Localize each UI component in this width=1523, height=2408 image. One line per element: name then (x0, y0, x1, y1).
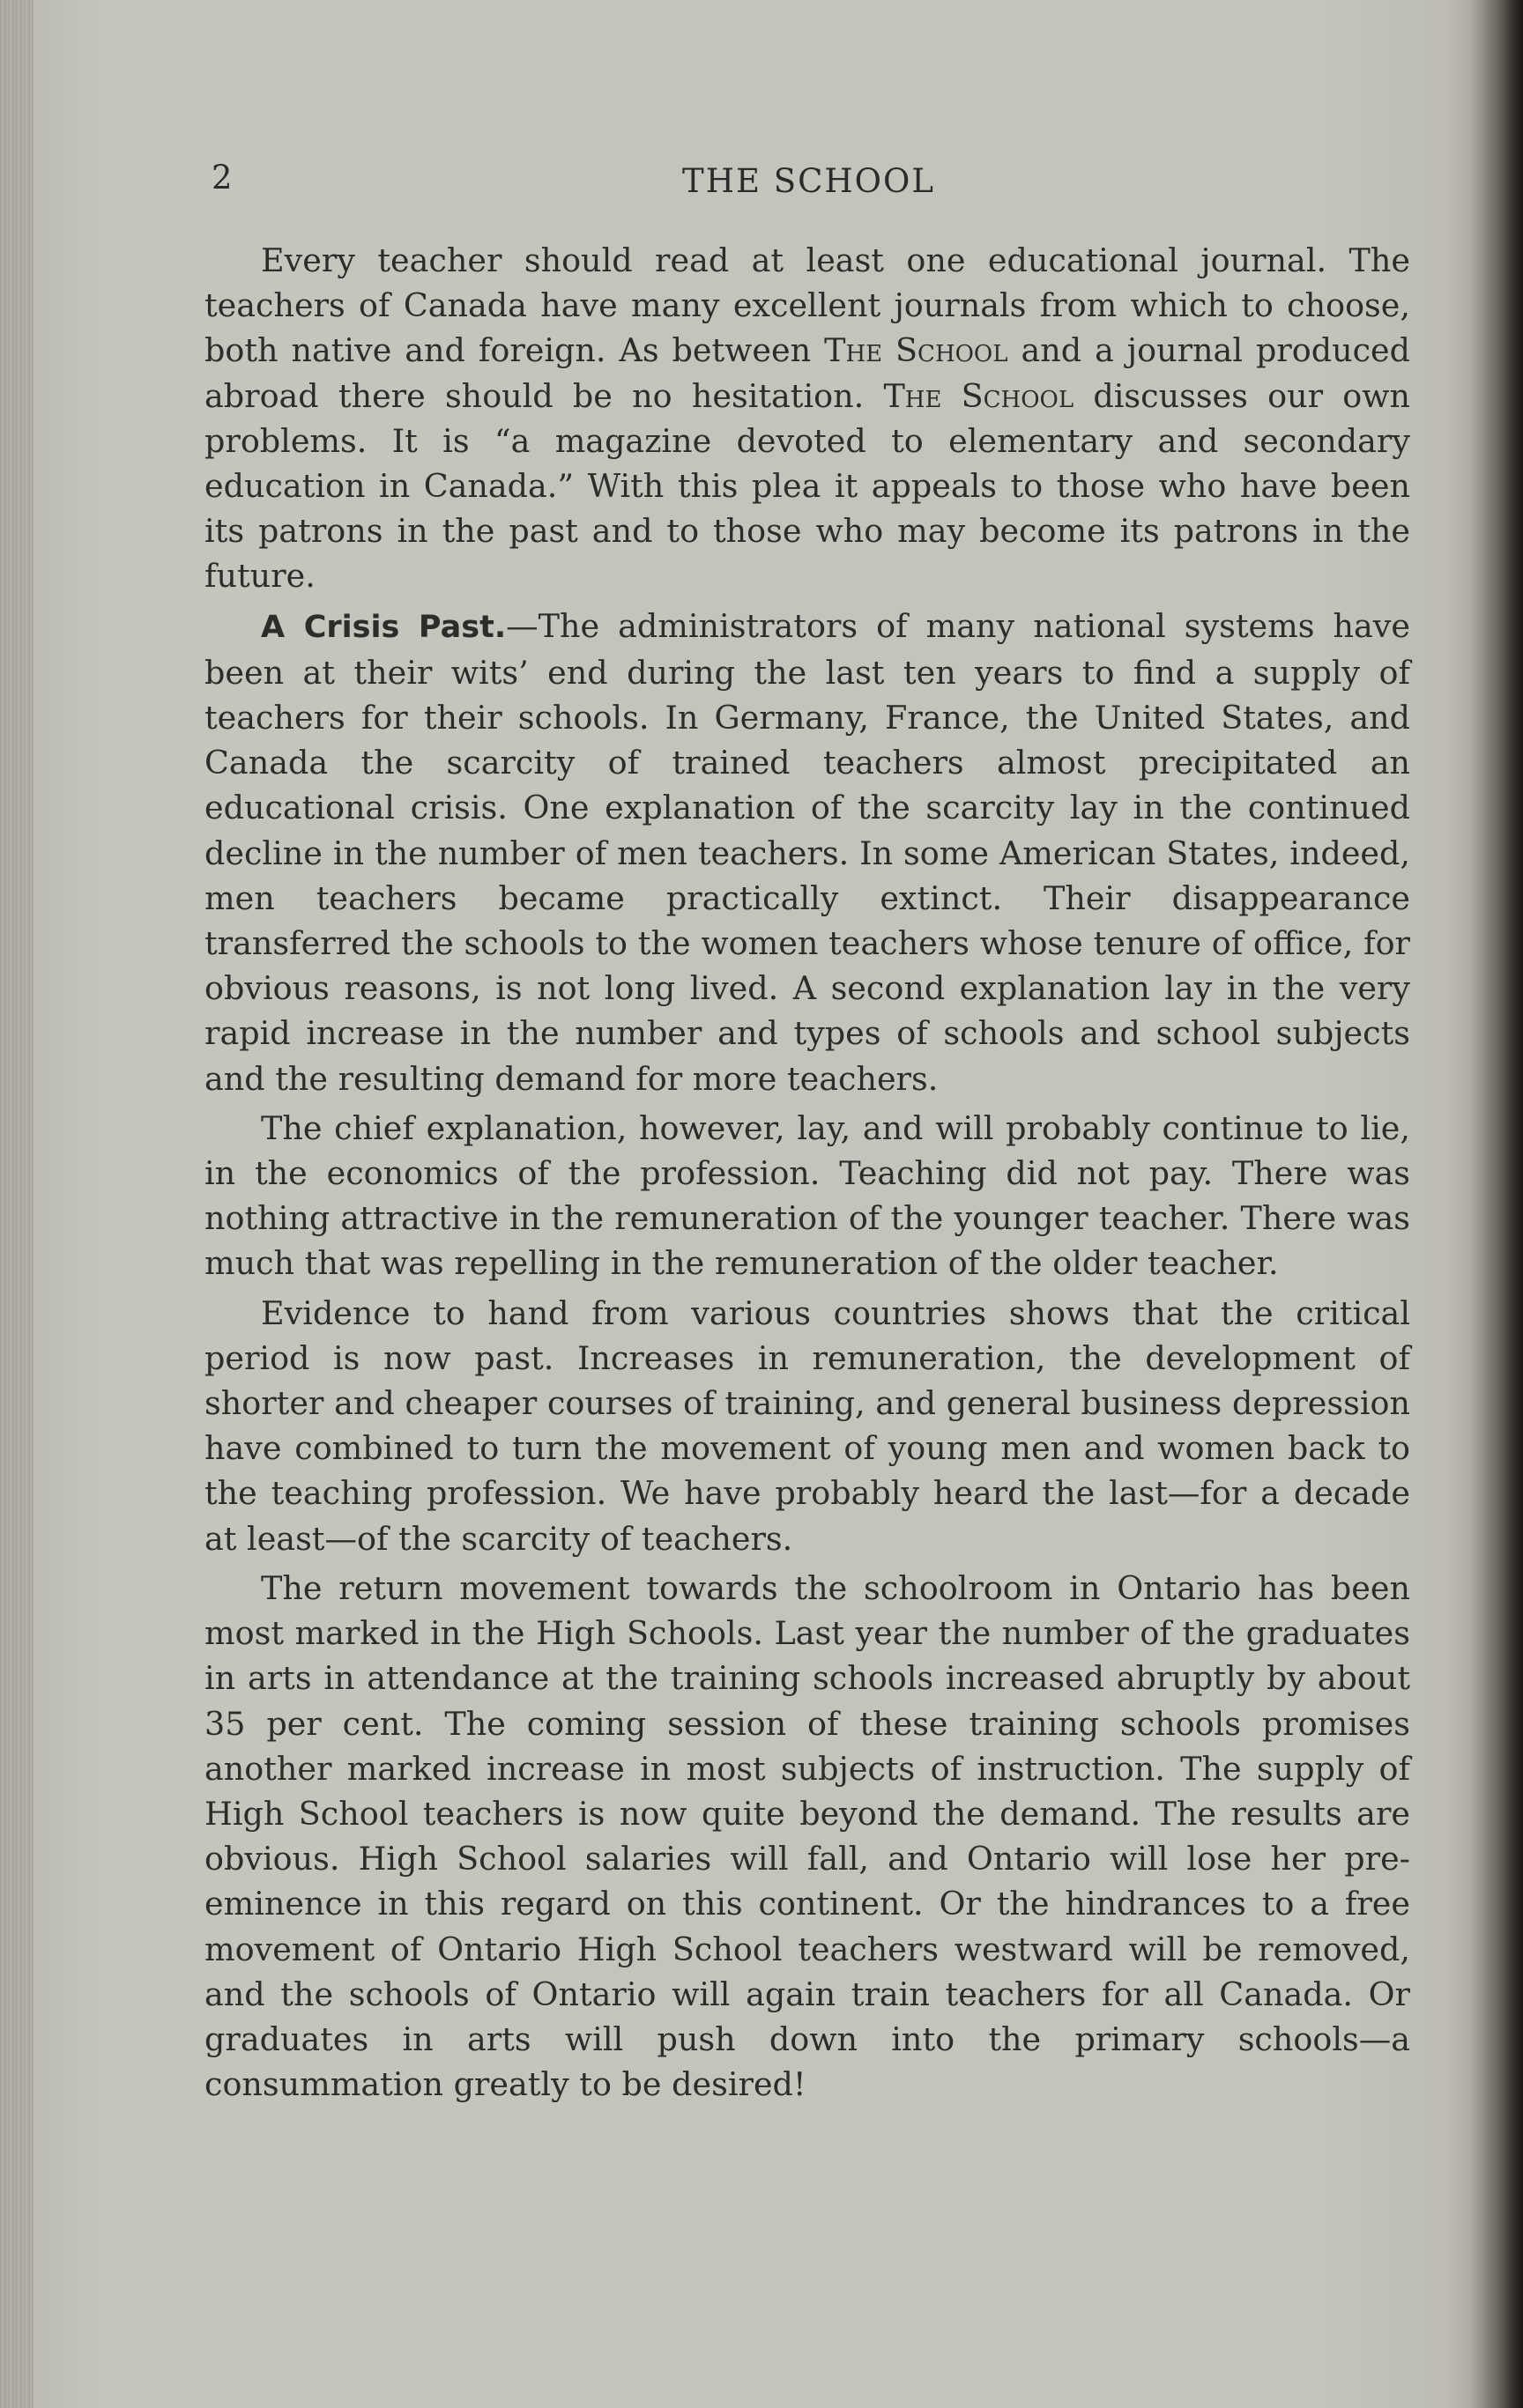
paragraph-text: discusses our own problems. It is “a magazine devoted to elementary and secondary education in Canada.” With this plea it appeals to those who have been its patrons in the past and to those who may become its patrons in the future. (204, 376, 1410, 596)
paragraph-return-movement: The return movement towards the schoolroom in Ontario has been most marked in the High Schools. Last year the number of the graduates in arts in attendance at the training schools increased abruptly by about 35 per cent. The coming session of these training schools promises another marked increase in most subjects of instruction. The supply of High School teachers is now quite beyond the demand. The results are obvious. High School salaries will fall, and Ontario will lose her pre-eminence in this regard on this continent. Or the hindrances to a free movement of Ontario High School teachers westward will be removed, and the schools of Ontario will again train teachers for all Canada. Or graduates in arts will push down into the primary schools—a consummation greatly to be desired! (204, 1568, 1410, 2104)
paragraph-crisis-past (204, 604, 1410, 1101)
paragraph-text: Every teacher should read at least one educational journal. The teachers of Canada have many excellent journals from which to choose, both native and foreign. As between (204, 241, 1410, 370)
article-body (204, 238, 1410, 2111)
paragraph-evidence: Evidence to hand from various countries shows that the critical period is now past. Increases in remuneration, the development of shorter and cheaper courses of training, and general business depression have combined to turn the movement of young men and women back to the teaching profession. We have probably heard the last—for a decade at least—of the scarcity of teachers. (204, 1293, 1410, 1558)
page-binding-edge (0, 0, 33, 2408)
paragraph-text: and a journal produced abroad there should be no hesitation. (204, 331, 1411, 415)
page-header (207, 159, 1410, 211)
paragraph-journal-appeal (204, 238, 1410, 599)
paragraph-chief-explanation: The chief explanation, however, lay, and will probably continue to lie, in the economics of the profession. Teaching did not pay. There was nothing attractive in the remuneration of the younger teacher. There was much that was repelling in the remuneration of the older teacher. (204, 1108, 1410, 1283)
page-shadow-edge (1470, 0, 1523, 2408)
journal-name: The School (824, 331, 1008, 370)
running-title: THE SCHOOL (682, 162, 935, 200)
journal-name: The School (883, 376, 1074, 415)
paragraph-text: —The administrators of many national systems have been at their wits’ end during the last ten years to find a supply of teachers for their schools. In Germany, France, the United States, and Canada the scarcity of trained teachers almost precipitated an educational crisis. One explanation of the scarcity lay in the continued decline in the number of men teachers. In some American States, indeed, men teachers became practically extinct. Their disappearance transferred the schools to the women teachers whose tenure of office, for obvious reasons, is not long lived. A second explanation lay in the very rapid increase in the number and types of schools and school subjects and the resulting demand for more teachers. (204, 606, 1410, 1098)
section-heading: A Crisis Past. (261, 609, 507, 645)
page-number: 2 (212, 159, 233, 196)
